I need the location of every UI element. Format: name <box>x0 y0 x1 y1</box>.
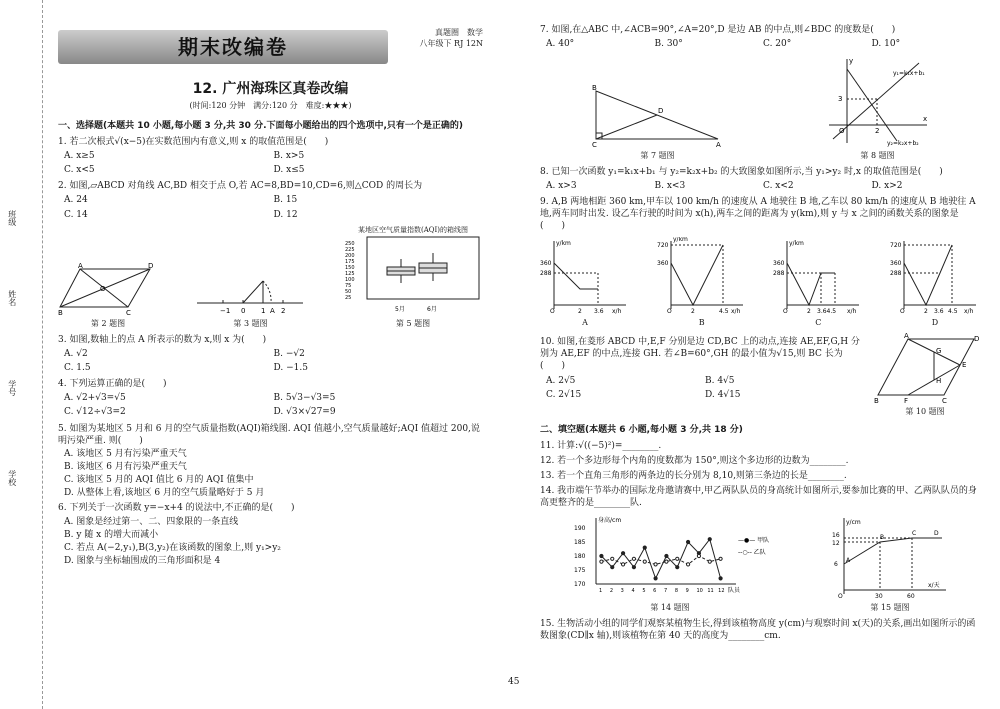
chart14-ytick: 175 <box>574 566 586 574</box>
chart14-point <box>632 565 635 568</box>
q3-option-c[interactable]: C. 1.5 <box>64 362 91 373</box>
svg-text:E: E <box>962 361 967 370</box>
figure-10 <box>870 333 980 418</box>
chart14-ytick: 170 <box>574 580 586 588</box>
chart14-point <box>719 557 722 560</box>
figure-row-left <box>58 226 483 330</box>
figure-2 <box>58 263 158 330</box>
svg-text:2: 2 <box>690 307 695 315</box>
chart14-point <box>708 560 711 563</box>
chart14-point <box>621 562 624 565</box>
chart14-xtick: 1 <box>599 587 603 594</box>
svg-text:O: O <box>100 285 106 294</box>
chart5-ytick: 200 <box>345 253 355 260</box>
q10-option-c[interactable]: C. 2√15 <box>546 389 582 400</box>
chart14-xtick: 12 <box>718 587 725 594</box>
q2-option-a[interactable]: A. 24 <box>64 195 88 206</box>
chart5-ytick: 100 <box>345 277 355 284</box>
q2-option-d[interactable]: D. 12 <box>273 209 298 220</box>
q10-option-d[interactable]: D. 4√15 <box>705 389 741 400</box>
figure-row-7-8 <box>540 55 980 162</box>
figure-14 <box>570 514 770 615</box>
plant-growth-graph <box>830 514 950 600</box>
chart5-ytick: 175 <box>345 259 355 266</box>
right-column <box>540 24 980 643</box>
chart14-point <box>643 546 646 549</box>
q7-options <box>540 37 980 51</box>
figure-8-caption: 第 8 题图 <box>860 151 895 161</box>
chart14-xtick: 11 <box>707 587 714 594</box>
series-name: 真题圈 <box>435 28 459 37</box>
chart14-xtick: 9 <box>685 587 689 594</box>
figure-7-caption: 第 7 题图 <box>640 151 675 161</box>
q15: 15. 生物活动小组的同学们观察某植物生长,得到该植物高度 y(cm)与观察时间 x(天)的关系,画出如图所示的函数图象(CD∥x 轴),则该植物在第 40 天的高度为________cm. <box>540 619 976 642</box>
chart14-point <box>708 537 711 540</box>
q9-graph-d[interactable] <box>890 237 980 330</box>
q8-option-a[interactable]: A. x>3 <box>546 181 577 192</box>
q2-option-b[interactable]: B. 15 <box>273 195 298 206</box>
q13: 13. 若一个直角三角形的两条边的长分别为 8,10,则第三条边的长是________. <box>540 471 847 482</box>
binding-margin <box>0 0 43 709</box>
exam-title: 12. 广州海珠区真卷改编 <box>192 81 349 97</box>
q9-option-b: B <box>698 318 705 328</box>
q6-option-c[interactable]: C. 若点 A(−2,y₁),B(3,y₂)在该函数的图象上,则 y₁>y₂ <box>64 542 281 553</box>
q9-graph-c[interactable] <box>773 237 863 330</box>
chart14-point <box>697 554 700 557</box>
figure-15 <box>830 514 950 615</box>
chart14-point <box>686 562 689 565</box>
q4-option-c[interactable]: C. √12÷√3=2 <box>64 407 126 418</box>
q9-graph-b[interactable] <box>657 237 747 330</box>
section-2-heading: 二、填空题(本题共 6 小题,每小题 3 分,共 18 分) <box>540 424 743 435</box>
chart14-point <box>632 557 635 560</box>
name-label: 姓名 <box>7 290 17 306</box>
figure-3 <box>193 263 308 330</box>
q6-options <box>58 516 483 568</box>
svg-text:x/h: x/h <box>730 307 741 315</box>
q4-stem: 4. 下列运算正确的是( ) <box>58 379 167 390</box>
svg-text:x: x <box>922 115 927 124</box>
svg-text:360: 360 <box>656 259 669 267</box>
q7-option-a[interactable]: A. 40° <box>546 39 575 50</box>
svg-text:C: C <box>126 309 131 316</box>
q14: 14. 我市端午节举办的国际龙舟邀请赛中,甲乙两队队员的身高统计如图所示,要参加比赛的甲、乙两队队员的身高更整齐的是________队. <box>540 486 977 509</box>
q5-option-a[interactable]: A. 该地区 5 月有污染严重天气 <box>64 448 187 459</box>
chart14-series-line <box>601 539 720 578</box>
q7-stem: 7. 如图,在△ABC 中,∠ACB=90°,∠A=20°,D 是边 AB 的中点,则∠BDC 的度数是( ) <box>540 25 896 35</box>
q1-option-c[interactable]: C. x<5 <box>64 165 95 176</box>
chart14-point <box>654 576 657 579</box>
svg-text:720: 720 <box>656 241 669 249</box>
chart14-xtick: 2 <box>609 587 614 594</box>
svg-text:3: 3 <box>837 95 842 104</box>
chart14-xtick: 5 <box>642 587 646 594</box>
svg-text:720: 720 <box>889 241 902 249</box>
number-line-diagram <box>193 263 308 315</box>
chart14-xtick: 4 <box>631 587 635 594</box>
q1-options <box>58 149 483 177</box>
svg-text:C: C <box>942 397 947 404</box>
svg-text:4.5: 4.5 <box>947 307 958 315</box>
svg-text:288: 288 <box>889 269 902 277</box>
svg-text:y/km: y/km <box>672 236 688 243</box>
svg-text:360: 360 <box>540 259 552 267</box>
svg-text:D: D <box>974 335 980 344</box>
svg-text:O: O <box>550 307 555 315</box>
chart5-category: 5月 <box>395 306 405 314</box>
height-line-chart <box>570 514 770 600</box>
svg-text:2: 2 <box>578 307 582 315</box>
chart14-point <box>654 562 657 565</box>
q3-option-a[interactable]: A. √2 <box>64 348 88 359</box>
svg-text:360: 360 <box>773 259 785 267</box>
svg-text:A: A <box>715 141 721 148</box>
q8-option-b[interactable]: B. x<3 <box>654 181 686 192</box>
svg-text:2: 2 <box>923 307 928 315</box>
chart15-xtick-30: 30 <box>875 592 883 600</box>
svg-text:D: D <box>148 263 154 271</box>
q11: 11. 计算:√((−5)²)=________. <box>540 440 662 451</box>
chart14-legend-a: —●— 甲队 <box>738 536 770 544</box>
chart14-xtick: 8 <box>674 587 679 594</box>
q5-options <box>58 448 483 500</box>
svg-text:2: 2 <box>281 307 286 316</box>
section-1-heading: 一、选择题(本题共 10 小题,每小题 3 分,共 30 分.下面每小题给出的四个选项中,只有一个是正确的) <box>58 120 464 131</box>
svg-text:A: A <box>270 307 275 316</box>
chart14-point <box>686 540 689 543</box>
svg-text:O: O <box>838 127 845 136</box>
svg-text:B: B <box>58 309 63 316</box>
svg-text:y/km: y/km <box>556 239 571 247</box>
q1-option-a[interactable]: A. x≥5 <box>64 150 95 161</box>
svg-text:3.6: 3.6 <box>933 307 944 315</box>
q3-stem: 3. 如图,数轴上的点 A 所表示的数为 x,则 x 为( ) <box>58 334 267 345</box>
chart15-xlabel: x/天 <box>928 581 940 589</box>
q3-option-b[interactable]: B. −√2 <box>273 348 305 359</box>
chart5-ytick: 50 <box>345 289 352 296</box>
left-column <box>58 24 483 568</box>
chart14-ytick: 185 <box>574 538 586 546</box>
q5-stem: 5. 如图为某地区 5 月和 6 月的空气质量指数(AQI)箱线图. AQI 值越小,空气质量越好;AQI 值超过 200,说明污染严重. 则( ) <box>58 423 480 446</box>
chart14-ytick: 190 <box>574 524 586 532</box>
svg-text:C: C <box>591 141 597 148</box>
chart14-point <box>611 557 614 560</box>
chart14-point <box>665 554 668 557</box>
q3-options <box>58 347 483 375</box>
chart14-point <box>611 565 614 568</box>
chart5-category: 6月 <box>427 306 437 314</box>
q9-stem: 9. A,B 两地相距 360 km,甲车以 100 km/h 的速度从 A 地驶往 B 地,乙车以 80 km/h 的速度从 B 地驶往 A 地,两车同时出发. 设乙车行驶的时间为 x(h),两车之间的距离为 y(km),则 y 与 x 之间的函数关系的图象是( ) <box>540 197 976 232</box>
q8-stem: 8. 已知一次函数 y₁=k₁x+b₁ 与 y₂=k₂x+b₂ 的大致图象如图所示,当 y₁>y₂ 时,x 的取值范围是( ) <box>540 166 943 177</box>
q4-option-a[interactable]: A. √2+√3=√5 <box>64 393 126 404</box>
q10-option-a[interactable]: A. 2√5 <box>546 375 576 386</box>
chart5-ytick: 75 <box>345 283 352 290</box>
chart15-ylabel: y/cm <box>846 518 861 526</box>
svg-text:B: B <box>880 533 885 541</box>
chart14-point <box>600 554 603 557</box>
chart14-legend-b: --○-- 乙队 <box>738 548 766 556</box>
q8-options <box>540 179 980 193</box>
chart5-title: 某地区空气质量指数(AQI)的箱线图 <box>357 225 469 234</box>
q7-option-b[interactable]: B. 30° <box>654 39 683 50</box>
svg-text:y₁=k₁x+b₁: y₁=k₁x+b₁ <box>892 70 925 78</box>
chart14-xtick: 3 <box>620 587 624 594</box>
svg-text:O: O <box>899 307 905 315</box>
q6-option-d[interactable]: D. 图象与坐标轴围成的三角形面积是 4 <box>64 555 221 566</box>
q9-graph-a[interactable] <box>540 237 630 330</box>
svg-text:D: D <box>657 107 663 116</box>
svg-text:288: 288 <box>773 269 785 277</box>
chart14-point <box>643 560 646 563</box>
svg-text:O: O <box>666 307 672 315</box>
svg-text:F: F <box>904 397 909 404</box>
svg-text:D: D <box>934 529 939 537</box>
svg-text:3.6: 3.6 <box>594 307 604 315</box>
q9-option-a: A <box>582 318 588 328</box>
chart15-ytick-12: 12 <box>832 539 840 547</box>
q7-option-c[interactable]: C. 20° <box>763 39 792 50</box>
q4-option-b[interactable]: B. 5√3−√3=5 <box>273 393 336 404</box>
q1-stem: 1. 若二次根式√(x−5)在实数范围内有意义,则 x 的取值范围是( ) <box>58 136 329 147</box>
svg-text:360: 360 <box>889 259 902 267</box>
q9-option-c: C <box>815 318 822 328</box>
q12: 12. 若一个多边形每个内角的度数都为 150°,则这个多边形的边数为________. <box>540 456 849 467</box>
chart15-ytick-6: 6 <box>834 560 838 568</box>
svg-text:x/h: x/h <box>612 307 622 315</box>
q1-option-b[interactable]: B. x>5 <box>273 150 305 161</box>
svg-text:y/km: y/km <box>789 239 805 247</box>
chart5-ytick: 125 <box>345 271 355 278</box>
svg-text:A: A <box>904 333 909 341</box>
q10-options <box>540 374 864 402</box>
svg-text:2: 2 <box>874 127 879 136</box>
q5-option-c[interactable]: C. 该地区 5 月的 AQI 值比 6 月的 AQI 值集中 <box>64 475 254 486</box>
chart14-ylabel: 身高/cm <box>598 516 622 524</box>
edition-label: 八年级下 RJ 12N <box>419 38 483 48</box>
svg-text:C: C <box>912 529 917 537</box>
q2-stem: 2. 如图,▱ABCD 对角线 AC,BD 相交于点 O,若 AC=8,BD=10,CD=6,则△COD 的周长为 <box>58 181 423 192</box>
chart15-xtick-60: 60 <box>907 592 915 600</box>
figure-15-caption: 第 15 题图 <box>870 603 910 613</box>
linear-functions-diagram <box>823 55 933 147</box>
right-triangle-diagram <box>588 85 728 147</box>
chart5-ytick: 25 <box>345 295 352 302</box>
q1-option-d[interactable]: D. x≤5 <box>273 165 305 176</box>
chart14-point <box>600 560 603 563</box>
q6-stem: 6. 下列关于一次函数 y=−x+4 的说法中,不正确的是( ) <box>58 503 295 514</box>
q3-option-d[interactable]: D. −1.5 <box>273 362 308 373</box>
svg-text:−1: −1 <box>220 307 231 316</box>
svg-text:288: 288 <box>540 269 552 277</box>
parallelogram-diagram <box>58 263 158 315</box>
chart14-point <box>719 576 722 579</box>
q2-options <box>58 193 483 221</box>
aqi-boxplot <box>343 235 483 315</box>
q2-option-c[interactable]: C. 14 <box>64 209 88 220</box>
svg-text:3.64.5: 3.64.5 <box>817 307 837 315</box>
svg-text:G: G <box>936 347 942 356</box>
svg-text:B: B <box>591 85 597 93</box>
q4-options <box>58 391 483 419</box>
subject-name: 数学 <box>467 28 483 37</box>
chart5-ytick: 150 <box>345 265 355 272</box>
chart14-xtick: 10 <box>696 587 703 594</box>
banner <box>58 24 483 72</box>
figure-2-caption: 第 2 题图 <box>90 318 126 328</box>
chart14-xtick: 7 <box>664 587 668 594</box>
banner-title: 期末改编卷 <box>178 35 288 59</box>
figure-row-14-15 <box>540 514 980 615</box>
q8-option-d[interactable]: D. x>2 <box>871 181 903 192</box>
chart14-point <box>621 551 624 554</box>
q5-option-b[interactable]: B. 该地区 6 月有污染严重天气 <box>64 461 187 472</box>
figure-5-caption: 第 5 题图 <box>395 318 431 328</box>
chart14-point <box>665 560 668 563</box>
svg-text:O: O <box>783 307 789 315</box>
svg-text:4.5: 4.5 <box>718 307 729 315</box>
figure-5 <box>343 226 483 330</box>
banner-side <box>420 28 484 50</box>
q5-option-d[interactable]: D. 从整体上看,该地区 6 月的空气质量略好于 5 月 <box>64 488 265 499</box>
chart14-ytick: 180 <box>574 552 586 560</box>
svg-text:H: H <box>936 377 942 386</box>
chart14-xtick: 6 <box>653 587 657 594</box>
svg-text:y: y <box>848 57 853 66</box>
number-label: 学号 <box>7 380 17 396</box>
figure-8 <box>823 55 933 162</box>
chart14-series-line <box>601 556 720 564</box>
chart14-point <box>676 565 679 568</box>
chart15-ytick-16: 16 <box>832 531 840 539</box>
figure-14-caption: 第 14 题图 <box>650 603 690 613</box>
page-number: 45 <box>508 677 520 687</box>
q6-option-b[interactable]: B. y 随 x 的增大而减小 <box>64 529 159 540</box>
q10-option-b[interactable]: B. 4√5 <box>705 375 735 386</box>
svg-text:x/h: x/h <box>847 307 857 315</box>
chart14-point <box>676 557 679 560</box>
svg-text:B: B <box>874 397 879 404</box>
chart5-ytick: 250 <box>345 241 355 248</box>
q9-graphs <box>540 237 980 330</box>
q4-option-d[interactable]: D. √3×√27=9 <box>273 407 336 418</box>
q10-block <box>540 333 980 418</box>
school-label: 学校 <box>7 470 17 486</box>
rhombus-diagram <box>870 333 980 403</box>
figure-7 <box>588 85 728 162</box>
q7-option-d[interactable]: D. 10° <box>871 39 901 50</box>
svg-text:2: 2 <box>807 307 812 315</box>
figure-10-caption: 第 10 题图 <box>905 406 945 416</box>
q6-option-a[interactable]: A. 图象是经过第一、二、四象限的一条直线 <box>64 516 239 527</box>
svg-text:O: O <box>838 592 843 600</box>
chart14-xlabel: 队员 <box>728 586 741 594</box>
svg-text:A: A <box>78 263 83 271</box>
q8-option-c[interactable]: C. x<2 <box>763 181 794 192</box>
svg-text:y₂=k₂x+b₂: y₂=k₂x+b₂ <box>886 140 919 148</box>
svg-text:A: A <box>846 556 851 564</box>
svg-text:1: 1 <box>261 307 266 316</box>
q9-option-d: D <box>931 318 939 328</box>
svg-text:0: 0 <box>241 307 246 316</box>
figure-3-caption: 第 3 题图 <box>233 318 268 328</box>
exam-meta: (时间:120 分钟 满分:120 分 难度:★★★) <box>189 100 352 110</box>
chart5-ytick: 225 <box>345 247 355 254</box>
q10-stem: 10. 如图,在菱形 ABCD 中,E,F 分别是边 CD,BC 上的动点,连接 AE,EF,G,H 分别为 AE,EF 的中点,连接 GH. 若∠B=60°,GH 的最小值为√15,则 BC 长为( ) <box>540 337 860 372</box>
grade-label: 班级 <box>7 210 17 226</box>
svg-text:x/h: x/h <box>963 307 974 315</box>
